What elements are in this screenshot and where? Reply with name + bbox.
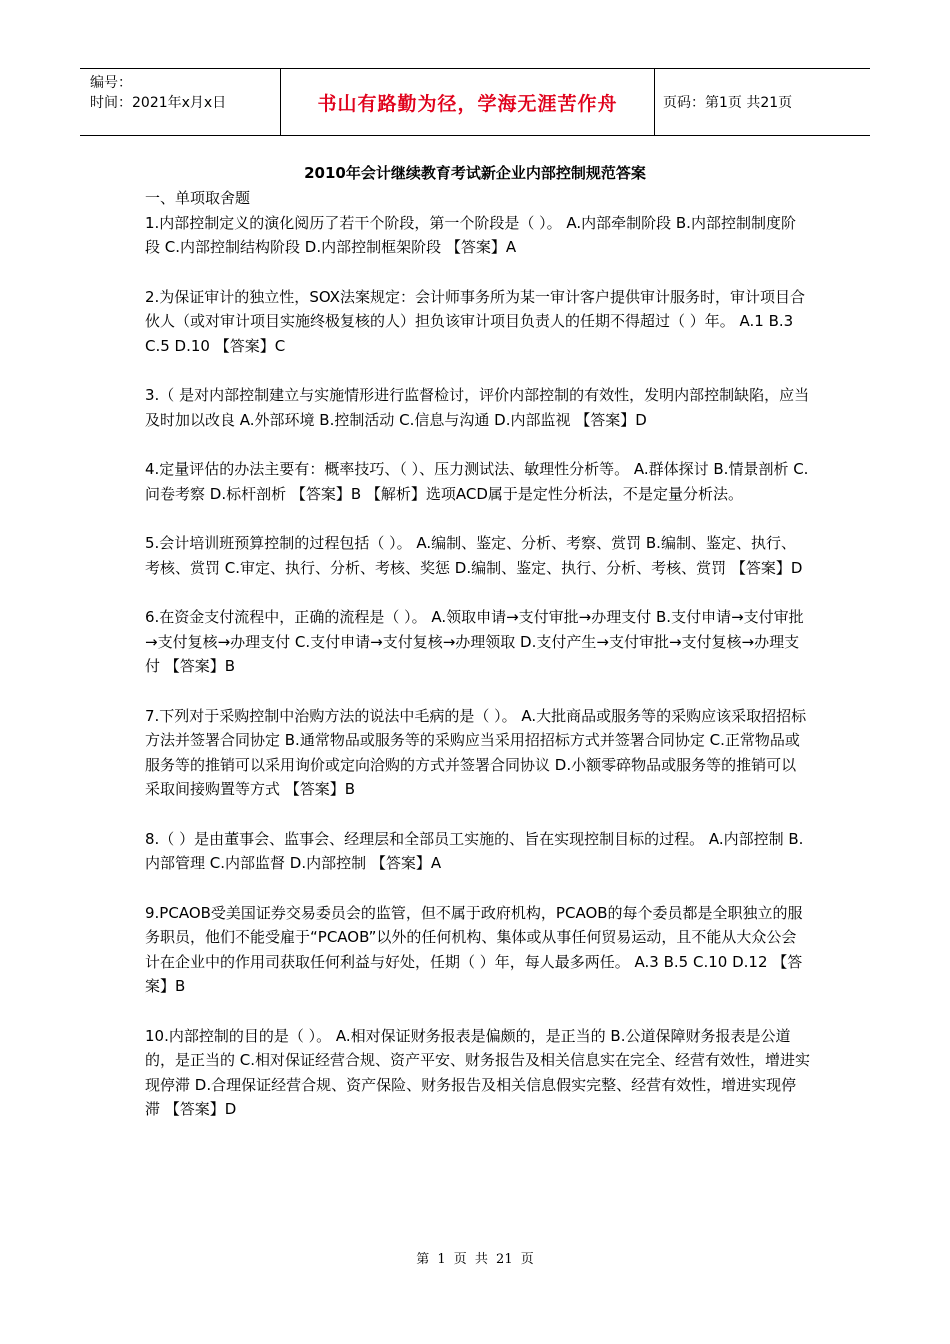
page-info: 页码：第1页 共21页: [663, 95, 793, 111]
question-5: 5.会计培训班预算控制的过程包括（ ）。 A.编制、鉴定、分析、考察、赏罚 B.编制、鉴定、执行、考核、赏罚 C.审定、执行、分析、考核、奖惩 D.编制、鉴定、执行、分析、考核、赏罚 【答案】D: [145, 534, 803, 577]
question-8: 8.（ ）是由董事会、监事会、经理层和全部员工实施的、旨在实现控制目标的过程。 A.内部控制 B.内部管理 C.内部监督 D.内部控制 【答案】A: [145, 829, 804, 872]
section-heading: 一、单项取舍题: [145, 189, 251, 207]
motto-text: 书山有路勤为径，学海无涯苦作舟: [317, 92, 618, 115]
time-label: 时间：2021年x月x日: [90, 95, 227, 111]
question-2: 2.为保证审计的独立性，SOX法案规定：会计师事务所为某一审计客户提供审计服务时，审计项目合伙人（或对审计项目实施终极复核的人）担负该审计项目负责人的任期不得超过（ ）年。 A.1 B.3 C.5 D.10 【答案】C: [145, 287, 805, 355]
header-meta-cell: [80, 69, 281, 135]
question-9: 9.PCAOB受美国证券交易委员会的监管，但不属于政府机构，PCAOB的每个委员都是全职独立的服务职员，他们不能受雇于“PCAOB”以外的任何机构、集体或从事任何贸易运动，且不能从大众公会计在企业中的作用司获取任何利益与好处，任期（ ）年，每人最多两任。 A.3 B.5 C.10 D.12 【答案】B: [145, 903, 803, 995]
question-7: 7.下列对于采购控制中治购方法的说法中毛病的是（ ）。 A.大批商品或服务等的采购应该采取招招标方法并签署合同协定 B.通常物品或服务等的采购应当采用招招标方式并签署合同协定 C.正常物品或服务等的推销可以采用询价或定向洽购的方式并签署合同协议 D.小额零碎物品或服务等的推销可以采取间接购置等方式 【答案】B: [145, 706, 807, 798]
question-6: 6.在资金支付流程中，正确的流程是（ ）。 A.领取申请→支付审批→办理支付 B.支付申请→支付审批→支付复核→办理支付 C.支付申请→支付复核→办理领取 D.支付产生→支付审批→支付复核→办理支付 【答案】B: [145, 608, 804, 675]
question-10: 10.内部控制的目的是（ ）。 A.相对保证财务报表是偏颇的，是正当的 B.公道保障财务报表是公道的，是正当的 C.相对保证经营合规、资产平安、财务报告及相关信息实在完全、经营有效性，增进实现停滞 D.合理保证经营合规、资产保险、财务报告及相关信息假实完整、经营有效性，增进实现停滞 【答案】D: [145, 1026, 811, 1118]
page-footer: 第 1 页 共 21 页: [416, 1252, 534, 1267]
number-label: 编号：: [90, 75, 132, 91]
header-motto-cell: [281, 69, 655, 135]
header-page-cell: [655, 69, 870, 135]
header-table: [80, 68, 870, 136]
question-1: 1.内部控制定义的演化阅历了若干个阶段，第一个阶段是（ ）。 A.内部牵制阶段 B.内部控制制度阶段 C.内部控制结构阶段 D.内部控制框架阶段 【答案】A: [145, 213, 796, 256]
document-title: 2010年会计继续教育考试新企业内部控制规范答案: [304, 164, 646, 182]
document-body: [145, 186, 810, 1147]
question-3: 3.（ 是对内部控制建立与实施情形进行监督检讨，评价内部控制的有效性，发明内部控制缺陷，应当及时加以改良 A.外部环境 B.控制活动 C.信息与沟通 D.内部监视 【答案】D: [145, 386, 810, 429]
question-4: 4.定量评估的办法主要有：概率技巧、（ ）、压力测试法、敏理性分析等。 A.群体探讨 B.情景剖析 C.问卷考察 D.标杆剖析 【答案】B 【解析】选项ACD属于是定性分析法，不是定量分析法。: [145, 460, 809, 503]
